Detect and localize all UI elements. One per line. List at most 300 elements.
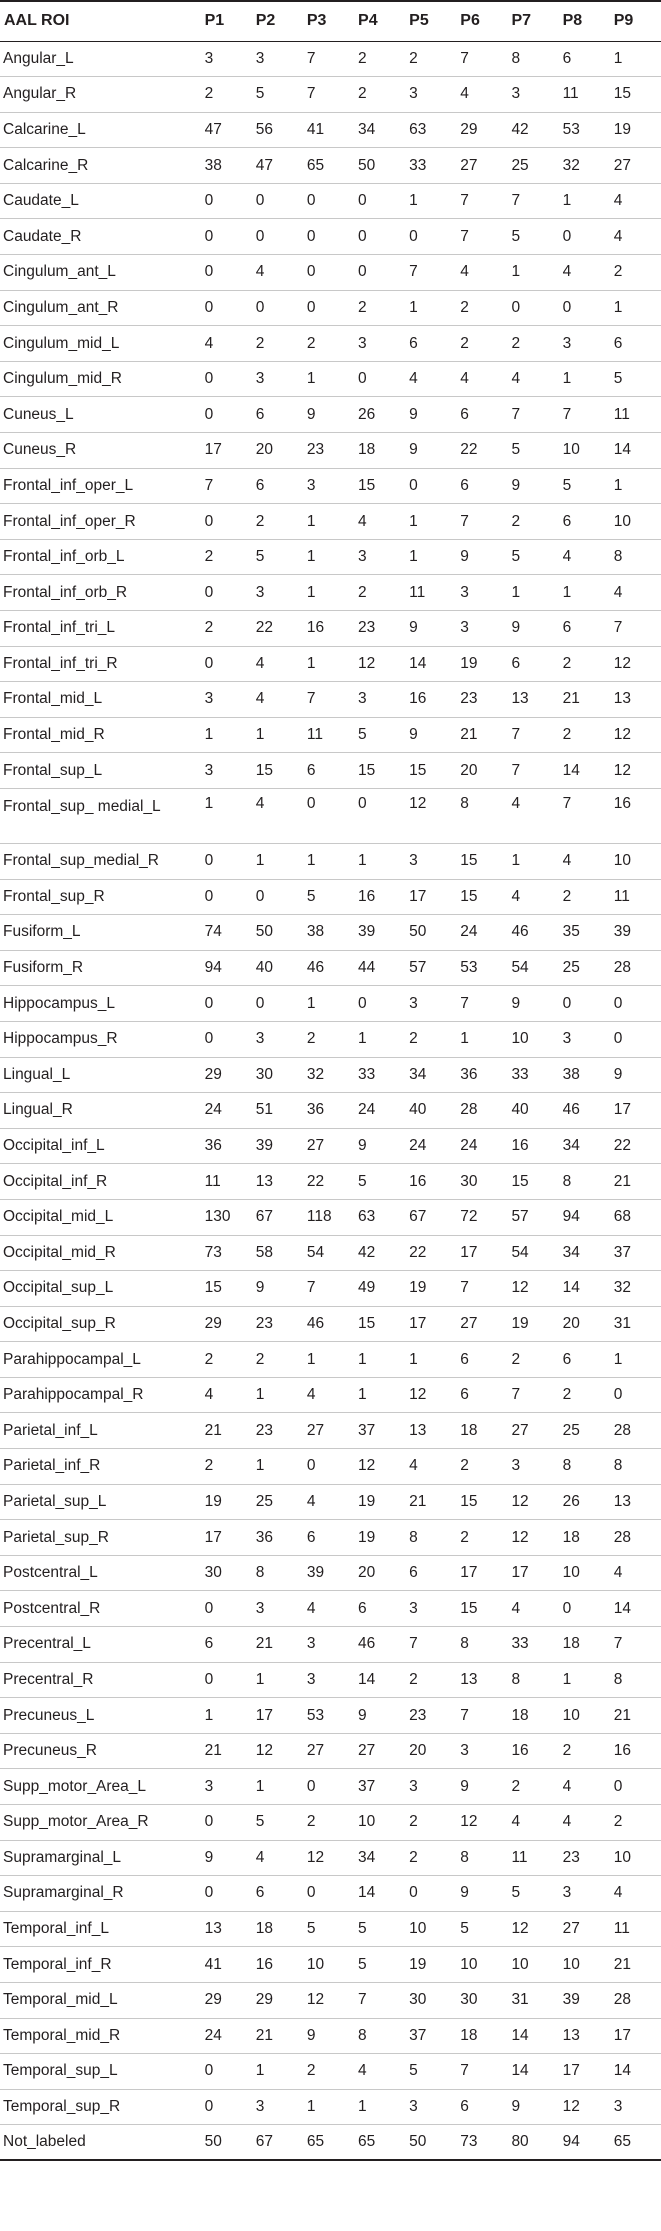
count-cell-p7: 2 — [507, 504, 558, 540]
count-cell-p8: 23 — [559, 1840, 610, 1876]
count-cell-p7: 4 — [507, 361, 558, 397]
count-cell-p3: 36 — [303, 1093, 354, 1129]
table-row — [0, 1342, 661, 1378]
count-cell-p8: 4 — [559, 539, 610, 575]
count-cell-p1: 24 — [201, 2018, 252, 2054]
count-cell-p7: 5 — [507, 539, 558, 575]
count-cell-p7: 12 — [507, 1911, 558, 1947]
count-cell-p7: 5 — [507, 219, 558, 255]
count-cell-p2: 2 — [252, 326, 303, 362]
count-cell-p8: 8 — [559, 1449, 610, 1485]
roi-name-cell: Temporal_sup_R — [0, 2089, 201, 2125]
count-cell-p8: 7 — [559, 788, 610, 843]
count-cell-p2: 9 — [252, 1271, 303, 1307]
count-cell-p6: 27 — [456, 1306, 507, 1342]
count-cell-p3: 0 — [303, 1769, 354, 1805]
roi-name-cell: Frontal_inf_tri_R — [0, 646, 201, 682]
count-cell-p7: 8 — [507, 41, 558, 77]
count-cell-p9: 5 — [610, 361, 661, 397]
count-cell-p9: 0 — [610, 1377, 661, 1413]
count-cell-p7: 18 — [507, 1698, 558, 1734]
count-cell-p4: 12 — [354, 646, 405, 682]
count-cell-p9: 28 — [610, 1413, 661, 1449]
count-cell-p2: 4 — [252, 646, 303, 682]
count-cell-p3: 2 — [303, 1021, 354, 1057]
count-cell-p2: 6 — [252, 397, 303, 433]
count-cell-p5: 7 — [405, 255, 456, 291]
count-cell-p2: 4 — [252, 788, 303, 843]
count-cell-p5: 21 — [405, 1484, 456, 1520]
count-cell-p6: 6 — [456, 397, 507, 433]
table-row — [0, 183, 661, 219]
count-cell-p3: 0 — [303, 255, 354, 291]
count-cell-p5: 9 — [405, 611, 456, 647]
count-cell-p8: 1 — [559, 1662, 610, 1698]
count-cell-p4: 1 — [354, 1377, 405, 1413]
count-cell-p9: 32 — [610, 1271, 661, 1307]
count-cell-p5: 63 — [405, 112, 456, 148]
count-cell-p4: 15 — [354, 468, 405, 504]
roi-name-cell: Temporal_mid_R — [0, 2018, 201, 2054]
count-cell-p9: 4 — [610, 219, 661, 255]
count-cell-p3: 1 — [303, 575, 354, 611]
count-cell-p9: 21 — [610, 1164, 661, 1200]
roi-name-cell: Caudate_L — [0, 183, 201, 219]
count-cell-p1: 50 — [201, 2125, 252, 2161]
roi-name-cell: Angular_L — [0, 41, 201, 77]
count-cell-p4: 7 — [354, 1982, 405, 2018]
header-aal-roi: AAL ROI — [0, 1, 201, 41]
count-cell-p6: 13 — [456, 1662, 507, 1698]
count-cell-p4: 2 — [354, 41, 405, 77]
count-cell-p4: 3 — [354, 326, 405, 362]
count-cell-p4: 26 — [354, 397, 405, 433]
count-cell-p8: 10 — [559, 433, 610, 469]
count-cell-p1: 0 — [201, 397, 252, 433]
count-cell-p7: 2 — [507, 326, 558, 362]
count-cell-p4: 2 — [354, 290, 405, 326]
count-cell-p7: 7 — [507, 183, 558, 219]
count-cell-p6: 9 — [456, 1769, 507, 1805]
count-cell-p1: 29 — [201, 1306, 252, 1342]
count-cell-p3: 7 — [303, 77, 354, 113]
count-cell-p6: 3 — [456, 1733, 507, 1769]
count-cell-p8: 2 — [559, 879, 610, 915]
count-cell-p6: 15 — [456, 843, 507, 879]
table-row — [0, 397, 661, 433]
count-cell-p3: 41 — [303, 112, 354, 148]
count-cell-p7: 10 — [507, 1021, 558, 1057]
count-cell-p9: 28 — [610, 950, 661, 986]
count-cell-p3: 118 — [303, 1199, 354, 1235]
count-cell-p1: 1 — [201, 788, 252, 843]
count-cell-p8: 39 — [559, 1982, 610, 2018]
count-cell-p3: 4 — [303, 1377, 354, 1413]
count-cell-p6: 9 — [456, 1876, 507, 1912]
count-cell-p1: 29 — [201, 1982, 252, 2018]
count-cell-p7: 15 — [507, 1164, 558, 1200]
count-cell-p2: 30 — [252, 1057, 303, 1093]
count-cell-p2: 6 — [252, 468, 303, 504]
table-body — [0, 41, 661, 2160]
count-cell-p1: 0 — [201, 843, 252, 879]
roi-name-cell: Frontal_inf_tri_L — [0, 611, 201, 647]
count-cell-p1: 0 — [201, 1805, 252, 1841]
count-cell-p2: 20 — [252, 433, 303, 469]
count-cell-p3: 1 — [303, 646, 354, 682]
table-row — [0, 41, 661, 77]
count-cell-p7: 9 — [507, 611, 558, 647]
roi-name-cell: Temporal_sup_L — [0, 2054, 201, 2090]
count-cell-p1: 0 — [201, 1591, 252, 1627]
count-cell-p4: 44 — [354, 950, 405, 986]
count-cell-p1: 1 — [201, 1698, 252, 1734]
roi-name-cell: Occipital_mid_L — [0, 1199, 201, 1235]
count-cell-p8: 2 — [559, 646, 610, 682]
count-cell-p5: 30 — [405, 1982, 456, 2018]
count-cell-p4: 16 — [354, 879, 405, 915]
count-cell-p5: 33 — [405, 148, 456, 184]
count-cell-p7: 46 — [507, 915, 558, 951]
count-cell-p1: 19 — [201, 1484, 252, 1520]
count-cell-p9: 16 — [610, 788, 661, 843]
table-row — [0, 539, 661, 575]
count-cell-p1: 2 — [201, 539, 252, 575]
roi-name-cell: Temporal_mid_L — [0, 1982, 201, 2018]
count-cell-p5: 34 — [405, 1057, 456, 1093]
count-cell-p4: 3 — [354, 682, 405, 718]
count-cell-p6: 8 — [456, 1627, 507, 1663]
count-cell-p3: 65 — [303, 148, 354, 184]
count-cell-p8: 27 — [559, 1911, 610, 1947]
count-cell-p6: 6 — [456, 468, 507, 504]
count-cell-p3: 1 — [303, 843, 354, 879]
count-cell-p6: 22 — [456, 433, 507, 469]
table-row — [0, 433, 661, 469]
count-cell-p7: 57 — [507, 1199, 558, 1235]
header-p1: P1 — [201, 1, 252, 41]
count-cell-p9: 11 — [610, 879, 661, 915]
count-cell-p3: 6 — [303, 753, 354, 789]
count-cell-p5: 24 — [405, 1128, 456, 1164]
count-cell-p7: 1 — [507, 843, 558, 879]
count-cell-p1: 4 — [201, 326, 252, 362]
count-cell-p4: 63 — [354, 1199, 405, 1235]
count-cell-p9: 13 — [610, 1484, 661, 1520]
roi-name-cell: Hippocampus_L — [0, 986, 201, 1022]
count-cell-p6: 2 — [456, 1520, 507, 1556]
count-cell-p9: 8 — [610, 539, 661, 575]
count-cell-p4: 1 — [354, 843, 405, 879]
count-cell-p4: 39 — [354, 915, 405, 951]
count-cell-p3: 10 — [303, 1947, 354, 1983]
count-cell-p4: 34 — [354, 1840, 405, 1876]
count-cell-p5: 3 — [405, 2089, 456, 2125]
table-row — [0, 1805, 661, 1841]
roi-name-cell: Occipital_inf_L — [0, 1128, 201, 1164]
count-cell-p4: 6 — [354, 1591, 405, 1627]
count-cell-p9: 27 — [610, 148, 661, 184]
count-cell-p3: 9 — [303, 2018, 354, 2054]
count-cell-p9: 4 — [610, 1876, 661, 1912]
count-cell-p5: 16 — [405, 1164, 456, 1200]
table-row — [0, 1555, 661, 1591]
count-cell-p5: 12 — [405, 1377, 456, 1413]
count-cell-p3: 32 — [303, 1057, 354, 1093]
count-cell-p2: 2 — [252, 1342, 303, 1378]
count-cell-p2: 39 — [252, 1128, 303, 1164]
count-cell-p6: 15 — [456, 1591, 507, 1627]
count-cell-p8: 26 — [559, 1484, 610, 1520]
roi-name-cell: Precentral_L — [0, 1627, 201, 1663]
table-row — [0, 1199, 661, 1235]
header-p9: P9 — [610, 1, 661, 41]
count-cell-p6: 19 — [456, 646, 507, 682]
count-cell-p4: 0 — [354, 255, 405, 291]
count-cell-p6: 8 — [456, 788, 507, 843]
roi-name-cell: Supramarginal_L — [0, 1840, 201, 1876]
count-cell-p4: 18 — [354, 433, 405, 469]
count-cell-p1: 0 — [201, 575, 252, 611]
count-cell-p7: 1 — [507, 255, 558, 291]
count-cell-p3: 4 — [303, 1591, 354, 1627]
count-cell-p5: 50 — [405, 915, 456, 951]
count-cell-p6: 6 — [456, 2089, 507, 2125]
count-cell-p9: 4 — [610, 575, 661, 611]
count-cell-p2: 47 — [252, 148, 303, 184]
count-cell-p5: 57 — [405, 950, 456, 986]
count-cell-p2: 2 — [252, 504, 303, 540]
table-row — [0, 788, 661, 843]
count-cell-p2: 67 — [252, 2125, 303, 2161]
header-p4: P4 — [354, 1, 405, 41]
count-cell-p3: 27 — [303, 1128, 354, 1164]
count-cell-p6: 30 — [456, 1982, 507, 2018]
count-cell-p3: 46 — [303, 1306, 354, 1342]
count-cell-p6: 12 — [456, 1805, 507, 1841]
count-cell-p8: 4 — [559, 1769, 610, 1805]
count-cell-p8: 18 — [559, 1520, 610, 1556]
count-cell-p2: 21 — [252, 2018, 303, 2054]
count-cell-p3: 54 — [303, 1235, 354, 1271]
count-cell-p3: 12 — [303, 1982, 354, 2018]
roi-name-cell: Frontal_sup_medial_R — [0, 843, 201, 879]
table-row — [0, 1271, 661, 1307]
count-cell-p1: 4 — [201, 1377, 252, 1413]
count-cell-p6: 4 — [456, 255, 507, 291]
table-row — [0, 1093, 661, 1129]
header-p8: P8 — [559, 1, 610, 41]
count-cell-p6: 4 — [456, 361, 507, 397]
count-cell-p2: 58 — [252, 1235, 303, 1271]
count-cell-p5: 2 — [405, 1805, 456, 1841]
table-row — [0, 1662, 661, 1698]
count-cell-p2: 23 — [252, 1413, 303, 1449]
count-cell-p4: 42 — [354, 1235, 405, 1271]
count-cell-p6: 3 — [456, 611, 507, 647]
count-cell-p2: 36 — [252, 1520, 303, 1556]
count-cell-p1: 0 — [201, 504, 252, 540]
count-cell-p4: 1 — [354, 2089, 405, 2125]
count-cell-p4: 37 — [354, 1769, 405, 1805]
roi-name-cell: Parietal_inf_R — [0, 1449, 201, 1485]
count-cell-p5: 37 — [405, 2018, 456, 2054]
count-cell-p3: 27 — [303, 1413, 354, 1449]
count-cell-p4: 23 — [354, 611, 405, 647]
roi-name-cell: Cuneus_L — [0, 397, 201, 433]
table-row — [0, 1591, 661, 1627]
count-cell-p9: 10 — [610, 504, 661, 540]
count-cell-p3: 7 — [303, 682, 354, 718]
count-cell-p2: 15 — [252, 753, 303, 789]
table-row — [0, 77, 661, 113]
count-cell-p6: 5 — [456, 1911, 507, 1947]
roi-name-cell: Cingulum_mid_L — [0, 326, 201, 362]
count-cell-p5: 9 — [405, 717, 456, 753]
count-cell-p5: 3 — [405, 986, 456, 1022]
count-cell-p2: 5 — [252, 539, 303, 575]
count-cell-p3: 16 — [303, 611, 354, 647]
count-cell-p1: 1 — [201, 717, 252, 753]
count-cell-p4: 8 — [354, 2018, 405, 2054]
count-cell-p2: 51 — [252, 1093, 303, 1129]
table-row — [0, 361, 661, 397]
count-cell-p1: 36 — [201, 1128, 252, 1164]
count-cell-p7: 4 — [507, 1805, 558, 1841]
roi-name-cell: Occipital_sup_L — [0, 1271, 201, 1307]
count-cell-p3: 1 — [303, 1342, 354, 1378]
count-cell-p2: 25 — [252, 1484, 303, 1520]
count-cell-p3: 3 — [303, 1662, 354, 1698]
count-cell-p6: 2 — [456, 326, 507, 362]
count-cell-p5: 19 — [405, 1947, 456, 1983]
count-cell-p4: 4 — [354, 2054, 405, 2090]
count-cell-p9: 14 — [610, 1591, 661, 1627]
count-cell-p8: 4 — [559, 1805, 610, 1841]
count-cell-p1: 29 — [201, 1057, 252, 1093]
count-cell-p7: 8 — [507, 1662, 558, 1698]
roi-name-cell: Frontal_inf_orb_R — [0, 575, 201, 611]
count-cell-p7: 17 — [507, 1555, 558, 1591]
count-cell-p3: 2 — [303, 2054, 354, 2090]
count-cell-p8: 0 — [559, 219, 610, 255]
count-cell-p2: 4 — [252, 255, 303, 291]
table-row — [0, 1840, 661, 1876]
header-row — [0, 1, 661, 41]
count-cell-p2: 3 — [252, 2089, 303, 2125]
count-cell-p9: 12 — [610, 717, 661, 753]
count-cell-p9: 10 — [610, 843, 661, 879]
count-cell-p2: 17 — [252, 1698, 303, 1734]
table-row — [0, 717, 661, 753]
count-cell-p3: 0 — [303, 1876, 354, 1912]
count-cell-p8: 5 — [559, 468, 610, 504]
count-cell-p2: 3 — [252, 41, 303, 77]
count-cell-p9: 8 — [610, 1449, 661, 1485]
count-cell-p9: 13 — [610, 682, 661, 718]
count-cell-p1: 7 — [201, 468, 252, 504]
count-cell-p4: 0 — [354, 361, 405, 397]
count-cell-p1: 15 — [201, 1271, 252, 1307]
count-cell-p3: 23 — [303, 433, 354, 469]
count-cell-p3: 5 — [303, 879, 354, 915]
count-cell-p5: 14 — [405, 646, 456, 682]
count-cell-p4: 34 — [354, 112, 405, 148]
roi-name-cell: Precuneus_R — [0, 1733, 201, 1769]
count-cell-p1: 0 — [201, 255, 252, 291]
count-cell-p5: 22 — [405, 1235, 456, 1271]
table-row — [0, 2089, 661, 2125]
table-row — [0, 1306, 661, 1342]
count-cell-p8: 2 — [559, 1733, 610, 1769]
count-cell-p6: 17 — [456, 1235, 507, 1271]
count-cell-p9: 37 — [610, 1235, 661, 1271]
count-cell-p1: 0 — [201, 290, 252, 326]
table-row — [0, 1235, 661, 1271]
count-cell-p9: 2 — [610, 255, 661, 291]
count-cell-p5: 67 — [405, 1199, 456, 1235]
header-p2: P2 — [252, 1, 303, 41]
table-row — [0, 2054, 661, 2090]
count-cell-p4: 46 — [354, 1627, 405, 1663]
count-cell-p8: 0 — [559, 1591, 610, 1627]
count-cell-p9: 21 — [610, 1947, 661, 1983]
header-p7: P7 — [507, 1, 558, 41]
count-cell-p5: 6 — [405, 1555, 456, 1591]
count-cell-p4: 19 — [354, 1484, 405, 1520]
count-cell-p2: 1 — [252, 1449, 303, 1485]
count-cell-p2: 1 — [252, 2054, 303, 2090]
count-cell-p1: 94 — [201, 950, 252, 986]
count-cell-p4: 12 — [354, 1449, 405, 1485]
count-cell-p4: 0 — [354, 183, 405, 219]
table-row — [0, 879, 661, 915]
roi-name-cell: Temporal_inf_L — [0, 1911, 201, 1947]
table-row — [0, 1520, 661, 1556]
count-cell-p8: 1 — [559, 183, 610, 219]
table-row — [0, 986, 661, 1022]
table-row — [0, 1947, 661, 1983]
count-cell-p1: 74 — [201, 915, 252, 951]
count-cell-p1: 38 — [201, 148, 252, 184]
count-cell-p8: 3 — [559, 1021, 610, 1057]
count-cell-p5: 16 — [405, 682, 456, 718]
count-cell-p5: 17 — [405, 879, 456, 915]
count-cell-p7: 5 — [507, 433, 558, 469]
count-cell-p7: 16 — [507, 1128, 558, 1164]
roi-name-cell: Frontal_inf_orb_L — [0, 539, 201, 575]
table-row — [0, 1449, 661, 1485]
count-cell-p7: 7 — [507, 1377, 558, 1413]
count-cell-p5: 3 — [405, 77, 456, 113]
roi-name-cell: Frontal_sup_ medial_L — [0, 788, 201, 843]
count-cell-p3: 9 — [303, 397, 354, 433]
count-cell-p4: 1 — [354, 1021, 405, 1057]
roi-name-cell: Parietal_sup_L — [0, 1484, 201, 1520]
count-cell-p7: 42 — [507, 112, 558, 148]
count-cell-p3: 7 — [303, 41, 354, 77]
count-cell-p3: 3 — [303, 468, 354, 504]
count-cell-p5: 9 — [405, 397, 456, 433]
roi-name-cell: Frontal_inf_oper_L — [0, 468, 201, 504]
count-cell-p8: 34 — [559, 1235, 610, 1271]
header-p3: P3 — [303, 1, 354, 41]
count-cell-p5: 17 — [405, 1306, 456, 1342]
count-cell-p6: 7 — [456, 219, 507, 255]
count-cell-p7: 4 — [507, 788, 558, 843]
count-cell-p8: 4 — [559, 255, 610, 291]
count-cell-p2: 0 — [252, 183, 303, 219]
